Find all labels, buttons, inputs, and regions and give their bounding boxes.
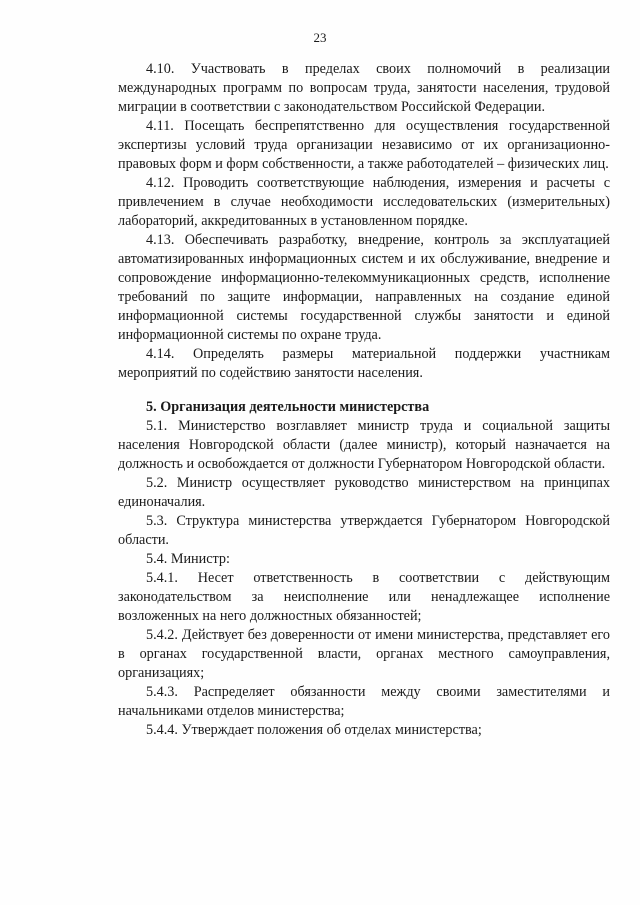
paragraph-5-4-2: 5.4.2. Действует без доверенности от имени министерства, представляет его в органах государственной власти, органах местного самоуправления, организациях; xyxy=(118,627,610,681)
paragraph-4-13: 4.13. Обеспечивать разработку, внедрение, контроль за эксплуатацией автоматизированных информационных систем и их обслуживание, внедрение и сопровождение информационно-телекоммуникационных средств, исполнение требований по защите информации, направленных на создание единой информационной системы государственной службы занятости и единой информационной системы по охране труда. xyxy=(118,232,610,343)
paragraph-4-12: 4.12. Проводить соответствующие наблюдения, измерения и расчеты с привлечением в случае необходимости исследовательских (измерительных) лабораторий, аккредитованных в установленном порядке. xyxy=(118,175,610,229)
paragraph-5-3: 5.3. Структура министерства утверждается Губернатором Новгородской области. xyxy=(118,513,610,548)
page-number: 23 xyxy=(313,30,327,45)
paragraph-5-1: 5.1. Министерство возглавляет министр труда и социальной защиты населения Новгородской области (далее министр), который назначается на должность и освобождается от должности Губернатором Новгородской области. xyxy=(118,418,610,472)
paragraph-5-2: 5.2. Министр осуществляет руководство министерством на принципах единоначалия. xyxy=(118,475,610,510)
paragraph-5-4-1: 5.4.1. Несет ответственность в соответствии с действующим законодательством за неисполнение или ненадлежащее исполнение возложенных на него должностных обязанностей; xyxy=(118,570,610,624)
paragraph-5-4-3: 5.4.3. Распределяет обязанности между своими заместителями и начальниками отделов министерства; xyxy=(118,684,610,719)
page-body xyxy=(118,60,610,740)
paragraph-4-14: 4.14. Определять размеры материальной поддержки участникам мероприятий по содействию занятости населения. xyxy=(118,346,610,381)
paragraph-5-4-4: 5.4.4. Утверждает положения об отделах министерства; xyxy=(146,722,482,738)
paragraph-4-10: 4.10. Участвовать в пределах своих полномочий в реализации международных программ по вопросам труда, занятости населения, трудовой миграции в соответствии с законодательством Российской Федерации. xyxy=(118,61,610,115)
paragraph-4-11: 4.11. Посещать беспрепятственно для осуществления государственной экспертизы условий труда организации независимо от их организационно-правовых форм и форм собственности, а также работодателей – физических лиц. xyxy=(118,118,610,172)
paragraph-5-4: 5.4. Министр: xyxy=(146,551,230,567)
section-heading: 5. Организация деятельности министерства xyxy=(146,399,430,415)
